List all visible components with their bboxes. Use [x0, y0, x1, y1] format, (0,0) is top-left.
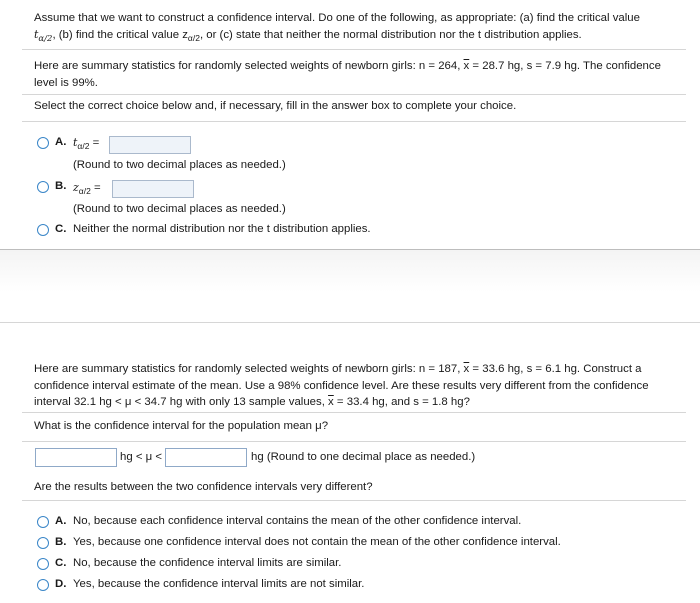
divider — [22, 121, 686, 122]
ci-rounding-note: hg (Round to one decimal place as needed.) — [251, 451, 476, 463]
z-critical-value-input[interactable] — [112, 180, 194, 198]
divider — [22, 94, 686, 95]
divider — [22, 441, 686, 442]
q2-question: What is the confidence interval for the population mean μ? — [34, 420, 329, 432]
q1-choice-a-note: (Round to two decimal places as needed.) — [73, 159, 286, 171]
q1-choice-a-label: $t_{\alpha/2}$ = — [73, 136, 100, 151]
q2-choice-d-radio[interactable] — [37, 579, 49, 591]
q2-choice-d-letter: D. — [55, 578, 67, 590]
divider — [22, 412, 686, 413]
q1-stats: Here are summary statistics for randomly selected weights of newborn girls: n = 264, $\overline{x} = 28.7$ hg, s = 7.9 hg. The confidence level is 99%. — [34, 60, 661, 89]
q1-choice-c-text[interactable]: Neither the normal distribution nor the t distribution applies. — [73, 223, 371, 235]
x-bar: $\overline{x}$ — [463, 363, 470, 375]
q1-choice-a-radio[interactable] — [37, 137, 49, 149]
q2-choice-b-radio[interactable] — [37, 537, 49, 549]
q2-choice-a-radio[interactable] — [37, 516, 49, 528]
q1-choice-a-letter: A. — [55, 136, 67, 148]
t-critical-value-input[interactable] — [109, 136, 191, 154]
q2-choice-c-radio[interactable] — [37, 558, 49, 570]
question-gap — [0, 250, 700, 320]
x-bar: $\overline{x}$ — [463, 60, 470, 72]
q1-intro-t-symbol: $t_{\alpha/2}$ — [34, 27, 53, 44]
q1-choice-b-label: $z_{\alpha/2}$ = — [73, 181, 101, 196]
divider — [22, 500, 686, 501]
q2-choice-b-letter: B. — [55, 536, 67, 548]
x-bar: $\overline{x}$ — [328, 396, 334, 408]
q2-choice-c-text[interactable]: No, because the confidence interval limits are similar. — [73, 557, 342, 569]
q2-stats: Here are summary statistics for randomly selected weights of newborn girls: n = 187, $\overline{x} = 33.6$ hg, s = 6.1 hg. Construct a confidence interval estimate of the mean. Use a 98% confidence level. Are these results very different from the confidence interval 32.1 hg < μ < 34.7 hg with only 13 sample values, $\overline{x} = 33.4$ hg, and s = 1.8 hg? — [34, 363, 649, 408]
ci-lower-bound-input[interactable] — [35, 448, 117, 467]
ci-upper-bound-input[interactable] — [165, 448, 247, 467]
q2-choice-d-text[interactable]: Yes, because the confidence interval limits are not similar. — [73, 578, 365, 590]
divider — [22, 49, 686, 50]
q2-choice-a-letter: A. — [55, 515, 67, 527]
question-separator — [0, 322, 700, 323]
q1-choice-b-note: (Round to two decimal places as needed.) — [73, 203, 286, 215]
q1-choice-c-radio[interactable] — [37, 224, 49, 236]
q1-instruction: Select the correct choice below and, if necessary, fill in the answer box to complete your choice. — [34, 100, 517, 112]
q2-compare-question: Are the results between the two confidence intervals very different? — [34, 481, 373, 493]
q1-intro-line1: Assume that we want to construct a confidence interval. Do one of the following, as appropriate: (a) find the critical value — [34, 12, 640, 24]
q1-choice-b-radio[interactable] — [37, 181, 49, 193]
ci-inequality-label: hg < μ < — [120, 451, 163, 463]
q2-choice-a-text[interactable]: No, because each confidence interval contains the mean of the other confidence interval. — [73, 515, 522, 527]
q1-choice-c-letter: C. — [55, 223, 67, 235]
q2-choice-b-text[interactable]: Yes, because one confidence interval does not contain the mean of the other confidence interval. — [73, 536, 561, 548]
q1-choice-b-letter: B. — [55, 180, 67, 192]
q2-choice-c-letter: C. — [55, 557, 67, 569]
q1-intro: Assume that we want to construct a confidence interval. Do one of the following, as appropriate: (a) find the critical value $t_{\alpha/2}$, (b) find the critical value $z_{\alpha/2}$, or (c) state that neither the normal distribution nor the t distribution applies. — [34, 12, 640, 44]
